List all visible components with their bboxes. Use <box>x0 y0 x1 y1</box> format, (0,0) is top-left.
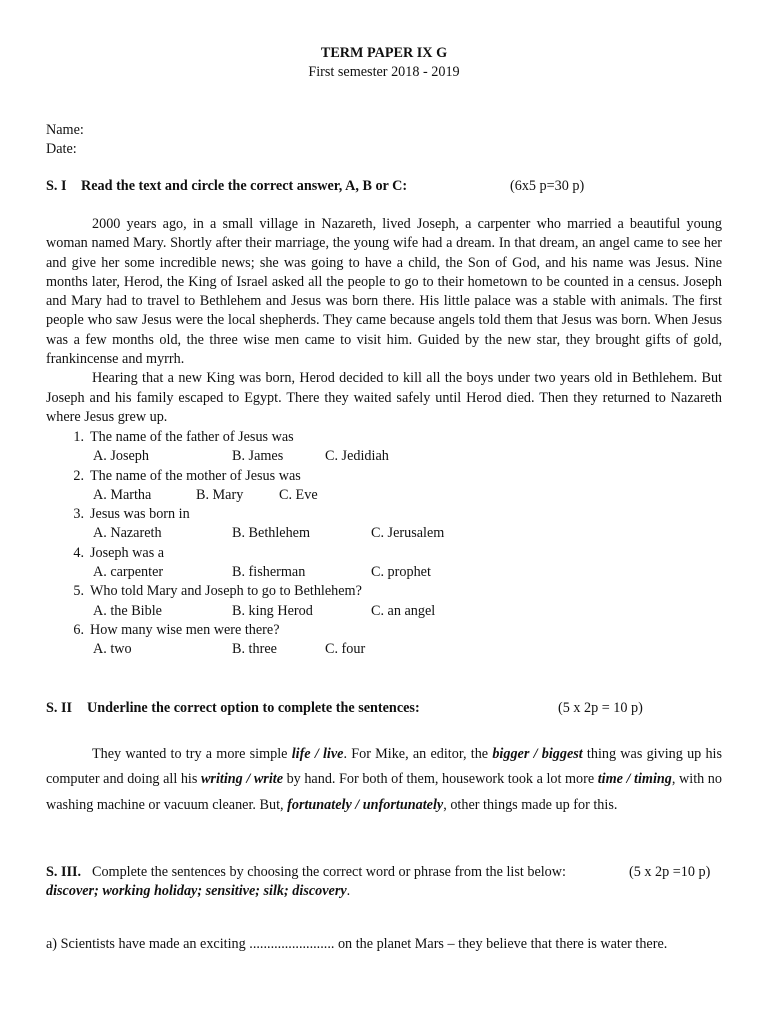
section2-points: (5 x 2p = 10 p) <box>558 700 643 716</box>
option-a[interactable]: A. the Bible <box>93 603 162 619</box>
question-text: The name of the father of Jesus was <box>90 429 294 445</box>
option-c[interactable]: C. Eve <box>279 487 318 503</box>
option-b[interactable]: B. fisherman <box>232 564 306 580</box>
option-a[interactable]: A. carpenter <box>93 564 164 580</box>
option-b[interactable]: B. king Herod <box>232 603 313 619</box>
paper-title: TERM PAPER IX G <box>320 45 448 61</box>
section3-wordlist <box>46 882 350 900</box>
reading-paragraph-2: Hearing that a new King was born, Herod decided to kill all the boys under two years old in Bethlehem. But Joseph and his family escaped to Egypt. There they waited safely until Herod died. Then they returned to Nazareth where Jesus grew up. <box>46 370 722 425</box>
question-item <box>62 505 190 523</box>
question-item <box>62 428 294 446</box>
option-a[interactable]: A. Joseph <box>93 448 149 464</box>
wordlist-words: discover; working holiday; sensitive; silk; discovery <box>46 883 347 899</box>
option-c[interactable]: C. an angel <box>371 603 436 619</box>
text-segment: , with no washing machine or vacuum cleaner. But, <box>46 771 722 813</box>
question-text: The name of the mother of Jesus was <box>90 468 301 484</box>
question-item <box>62 621 280 639</box>
option-b[interactable]: B. three <box>232 641 277 657</box>
question-text: How many wise men were there? <box>90 622 280 638</box>
question-item <box>62 467 301 485</box>
reading-paragraph-1: 2000 years ago, in a small village in Nazareth, lived Joseph, a carpenter who married a beautiful young woman named Mary. Shortly after their marriage, the young wife had a dream. In that dream, an angel came to see her and give her some incredible news; she was going to have a child, the Son of God, and his name was Jesus. Nine months later, Herod, the King of Israel asked all the people to go to their hometown to be counted in a census. Joseph and Mary had to travel to Bethlehem and Jesus was born there. His little palace was a stable with animals. The first people who saw Jesus were the local shepherds. They came because angels told them that Jesus was born. When Jesus was a few months old, the three wise men came to visit him. Guided by the new star, they brought gifts of gold, frankincense and myrrh. <box>46 216 722 368</box>
question-text: Jesus was born in <box>90 506 190 522</box>
text-segment: . For Mike, an editor, the <box>343 746 493 762</box>
question-text: Who told Mary and Joseph to go to Bethlehem? <box>90 583 362 599</box>
wordlist-period: . <box>346 883 351 899</box>
question-number: 3. <box>73 506 84 522</box>
choice-bigger-biggest[interactable]: bigger / biggest <box>492 746 583 762</box>
choice-time-timing[interactable]: time / timing <box>597 771 672 788</box>
name-field-label: Name: <box>46 122 84 138</box>
text-segment: They wanted to try a more simple <box>92 746 292 762</box>
section2-label: S. II <box>46 700 73 716</box>
reading-text <box>46 215 722 427</box>
text-segment: by hand. For both of them, housework took a lot more <box>283 771 598 788</box>
option-b[interactable]: B. James <box>232 448 284 464</box>
option-c[interactable]: C. Jerusalem <box>371 525 445 541</box>
option-c[interactable]: C. prophet <box>371 564 431 580</box>
option-a[interactable]: A. two <box>93 641 132 657</box>
section2-instruction: Underline the correct option to complete the sentences: <box>87 700 420 716</box>
question-number: 5. <box>73 583 84 599</box>
question-number: 6. <box>73 622 84 638</box>
section3-label: S. III. <box>46 864 82 880</box>
section1-points: (6x5 p=30 p) <box>510 178 585 194</box>
option-c[interactable]: C. Jedidiah <box>325 448 389 464</box>
paper-subtitle: First semester 2018 - 2019 <box>308 64 460 80</box>
section1-instruction: Read the text and circle the correct answer, A, B or C: <box>81 178 408 194</box>
question-number: 1. <box>73 429 84 445</box>
question-item <box>62 582 362 600</box>
date-field-label: Date: <box>46 141 77 157</box>
section3-points: (5 x 2p =10 p) <box>629 864 711 880</box>
option-a[interactable]: A. Nazareth <box>93 525 162 541</box>
question-text: Joseph was a <box>90 545 165 561</box>
question-number: 4. <box>73 545 84 561</box>
section1-label: S. I <box>46 178 67 194</box>
question-item <box>62 544 164 562</box>
option-a[interactable]: A. Martha <box>93 487 152 503</box>
option-b[interactable]: B. Bethlehem <box>232 525 311 541</box>
question-number: 2. <box>73 468 84 484</box>
sentence-a: a) Scientists have made an exciting ........................ on the planet Mars – they believe that there is water there. <box>46 936 668 952</box>
text-segment: , other things made up for this. <box>443 796 618 813</box>
text-segment: thing was giving up his computer and doing all his <box>46 746 723 788</box>
choice-fortunately-unfortunately[interactable]: fortunately / unfortunately <box>287 796 444 813</box>
option-b[interactable]: B. Mary <box>196 487 244 503</box>
section2-paragraph <box>46 742 722 818</box>
choice-life-live[interactable]: life / live <box>291 746 344 762</box>
option-c[interactable]: C. four <box>325 641 366 657</box>
section3-instruction: Complete the sentences by choosing the correct word or phrase from the list below: <box>92 864 566 880</box>
choice-writing-write[interactable]: writing / write <box>200 771 284 788</box>
